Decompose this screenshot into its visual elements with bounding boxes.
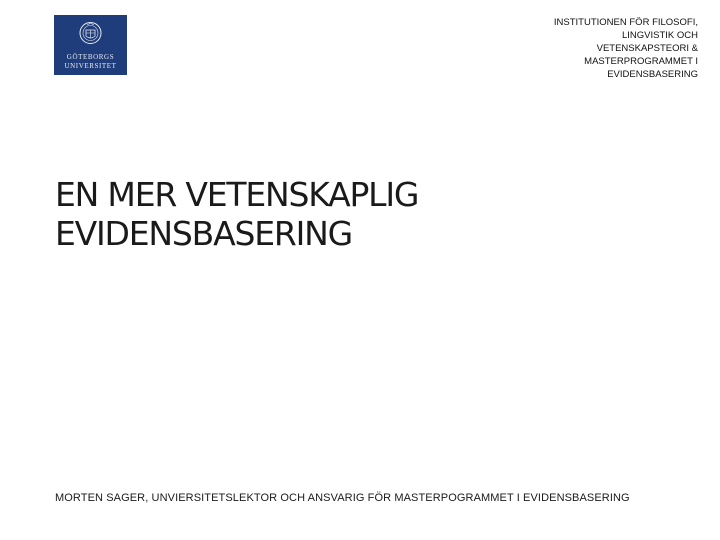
logo-text-line1: GÖTEBORGS xyxy=(66,53,115,61)
slide-footer-author: MORTEN SAGER, UNVIERSITETSLEKTOR OCH ANSVARIG FÖR MASTERPOGRAMMET I EVIDENSBASERING xyxy=(55,492,630,504)
university-seal-icon xyxy=(79,20,102,46)
university-logo xyxy=(54,15,127,75)
slide-title xyxy=(55,175,655,253)
institution-line: INSTITUTIONEN FÖR FILOSOFI, xyxy=(553,17,698,28)
institution-line: LINGVISTIK OCH xyxy=(621,30,698,41)
institution-header xyxy=(498,16,698,81)
logo-text-line2: UNIVERSITET xyxy=(64,62,117,70)
slide-title-line: EN MER VETENSKAPLIG xyxy=(55,175,419,214)
institution-line: VETENSKAPSTEORI & xyxy=(596,43,698,54)
institution-line: EVIDENSBASERING xyxy=(607,69,698,80)
slide-title-line: EVIDENSBASERING xyxy=(55,214,352,253)
institution-line: MASTERPROGRAMMET I xyxy=(584,56,698,67)
